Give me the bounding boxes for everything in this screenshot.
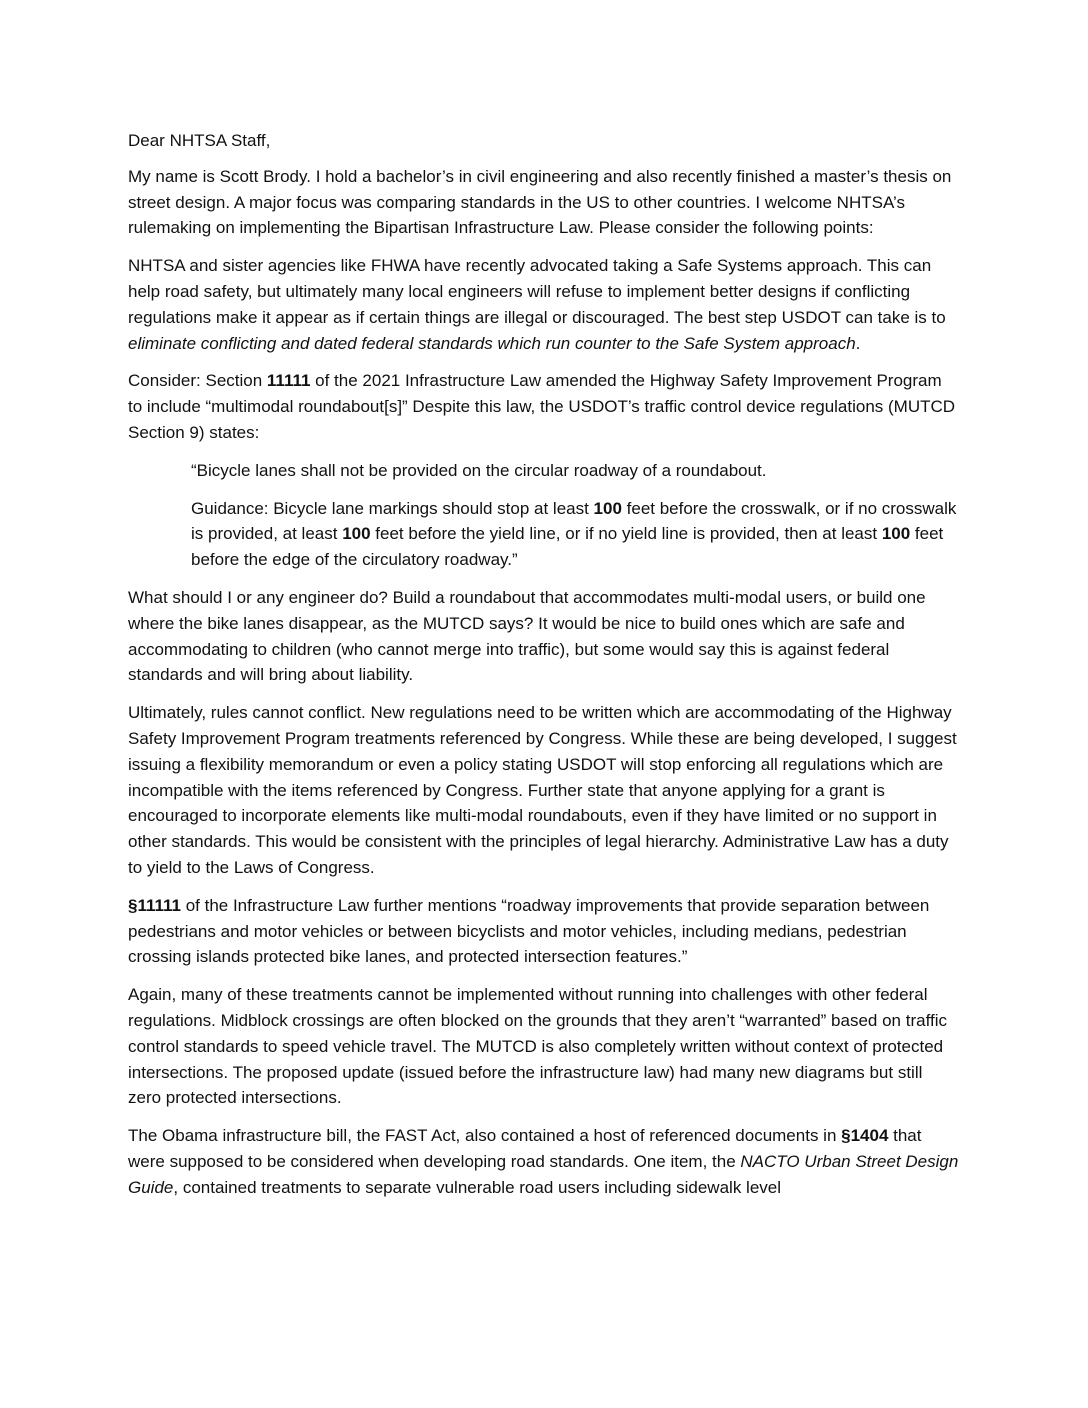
paragraph-roadway-improvements [128, 893, 960, 970]
salutation: Dear NHTSA Staff, [128, 131, 271, 150]
quote-text: Guidance: Bicycle lane markings should stop at least [191, 498, 594, 518]
paragraph-end: . [855, 333, 861, 353]
paragraph-fast-act [128, 1123, 960, 1200]
paragraph-text: of the 2021 Infrastructure Law amended the Highway Safety Improvement Program to include “multimodal roundabout[s]” Despite this law, the USDOT’s traffic control device regulations (MUTCD Section 9) states: [128, 371, 956, 442]
paragraph-text: , contained treatments to separate vulnerable road users including sidewalk level [173, 1177, 782, 1197]
letter-body [128, 128, 960, 1212]
paragraph-treatments-challenges: Again, many of these treatments cannot be implemented without running into challenges with other federal regulations. Midblock crossings are often blocked on the grounds that they aren’t “warranted” based on traffic control standards to speed vehicle travel. The MUTCD is also completely written without context of protected intersections. The proposed update (issued before the infrastructure law) had many new diagrams but still zero protected intersections. [128, 985, 947, 1108]
distance-value: 100 [881, 524, 911, 544]
quote-text: feet before the edge of the circulatory roadway.” [191, 524, 944, 570]
emphasized-recommendation: eliminate conflicting and dated federal standards which run counter to the Safe System approach [128, 333, 856, 353]
section-number: 11111 [266, 371, 311, 391]
block-quote-bicycle-lanes: “Bicycle lanes shall not be provided on the circular roadway of a roundabout. [191, 460, 767, 480]
paragraph-section-11111 [128, 368, 960, 445]
section-number: §11111 [128, 895, 181, 915]
section-number: §1404 [841, 1126, 889, 1146]
paragraph-text: of the Infrastructure Law further mentions “roadway improvements that provide separation between pedestrians and motor vehicles or between bicyclists and motor vehicles, including medians, pedestrian crossing islands protected bike lanes, and protected intersection features.” [128, 895, 930, 967]
quote-text: feet before the crosswalk, or if no crosswalk is provided, at least [191, 498, 957, 544]
paragraph-safe-systems [128, 253, 960, 356]
block-quote-guidance [191, 496, 960, 573]
paragraph-text: Consider: Section [128, 371, 267, 391]
paragraph-introduction: My name is Scott Brody. I hold a bachelor’s in civil engineering and also recently finished a master’s thesis on street design. A major focus was comparing standards in the US to other countries. I welcome NHTSA’s rulemaking on implementing the Bipartisan Infrastructure Law. Please consider the following points: [128, 166, 952, 238]
distance-value: 100 [342, 524, 371, 544]
paragraph-text: that were supposed to be considered when developing road standards. One item, the [128, 1126, 922, 1171]
paragraph-text: The Obama infrastructure bill, the FAST Act, also contained a host of referenced documents in [128, 1126, 842, 1146]
document-title: NACTO Urban Street Design Guide [128, 1151, 959, 1197]
paragraph-text: NHTSA and sister agencies like FHWA have recently advocated taking a Safe Systems approach. This can help road safety, but ultimately many local engineers will refuse to implement better designs if conflicting regulations make it appear as if certain things are illegal or discouraged. The best step USDOT can take is to [128, 256, 946, 327]
distance-value: 100 [593, 498, 622, 518]
quote-text: feet before the yield line, or if no yield line is provided, then at least [370, 524, 882, 544]
paragraph-engineer-question: What should I or any engineer do? Build a roundabout that accommodates multi-modal users, or build one where the bike lanes disappear, as the MUTCD says? It would be nice to build ones which are safe and accommodating to children (who cannot merge into traffic), but some would say this is against federal standards and will bring about liability. [128, 587, 926, 685]
paragraph-rules-conflict: Ultimately, rules cannot conflict. New regulations need to be written which are accommodating of the Highway Safety Improvement Program treatments referenced by Congress. While these are being developed, I suggest issuing a flexibility memorandum or even a policy stating USDOT will stop enforcing all regulations which are incompatible with the items referenced by Congress. Further state that anyone applying for a grant is encouraged to incorporate elements like multi-modal roundabouts, even if they have limited or no support in other standards. This would be consistent with the principles of legal hierarchy. Administrative Law has a duty to yield to the Laws of Congress. [128, 703, 957, 877]
